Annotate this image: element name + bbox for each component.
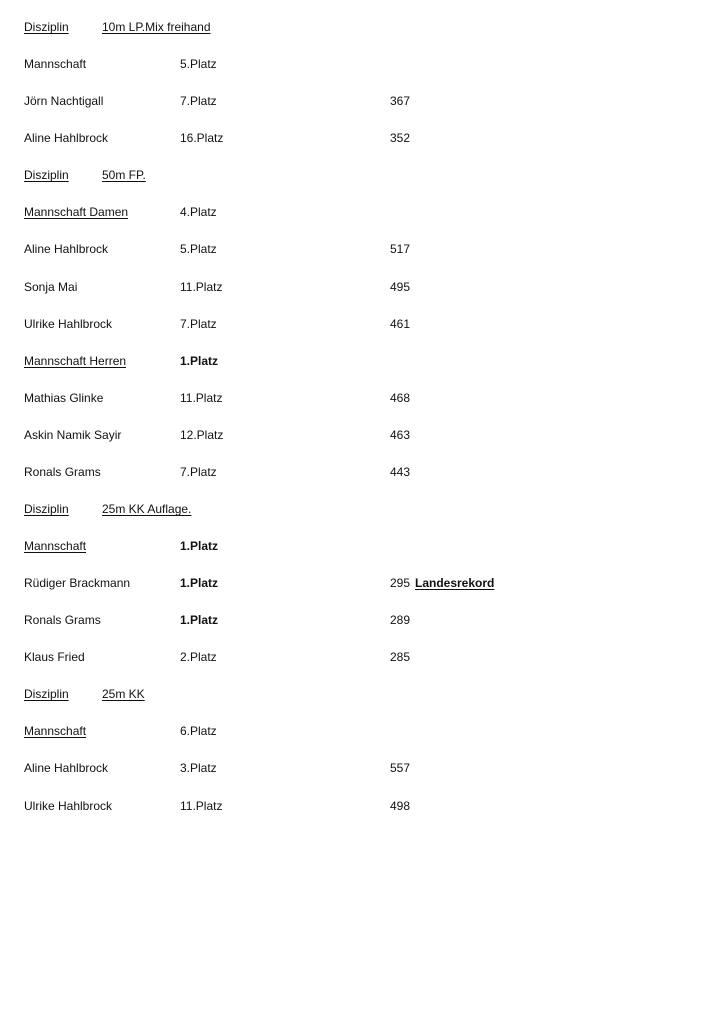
person-row (0, 462, 724, 482)
person-name: Mathias Glinke (24, 391, 104, 405)
person-score: 367 (390, 94, 411, 108)
person-score: 498 (390, 799, 411, 813)
person-row (0, 796, 724, 816)
person-row (0, 239, 724, 259)
person-score: 443 (390, 465, 411, 479)
discipline-row (0, 17, 724, 37)
discipline-label: Disziplin (24, 502, 69, 516)
person-name: Sonja Mai (24, 280, 78, 294)
team-name: Mannschaft (24, 724, 87, 738)
person-place: 11.Platz (180, 799, 223, 813)
discipline-row (0, 499, 724, 519)
person-place: 12.Platz (180, 428, 224, 442)
person-name: Ronals Grams (24, 613, 101, 627)
person-row (0, 573, 724, 593)
team-row (0, 536, 724, 556)
team-place: 6.Platz (180, 724, 217, 738)
person-name: Ulrike Hahlbrock (24, 317, 113, 331)
discipline-row (0, 165, 724, 185)
person-score: 461 (390, 317, 411, 331)
person-score: 352 (390, 131, 411, 145)
person-score: 517 (390, 242, 411, 256)
team-name: Mannschaft (24, 539, 87, 553)
person-place: 1.Platz (180, 613, 219, 627)
person-score: 557 (390, 761, 411, 775)
person-place: 1.Platz (180, 576, 219, 590)
person-place: 16.Platz (180, 131, 224, 145)
person-name: Jörn Nachtigall (24, 94, 104, 108)
discipline-value: 50m FP. (102, 168, 146, 182)
person-row (0, 91, 724, 111)
person-name: Askin Namik Sayir (24, 428, 122, 442)
discipline-value: 10m LP.Mix freihand (102, 20, 211, 34)
person-name: Ronals Grams (24, 465, 101, 479)
discipline-label: Disziplin (24, 168, 69, 182)
person-place: 7.Platz (180, 94, 217, 108)
person-row (0, 758, 724, 778)
person-score: 463 (390, 428, 411, 442)
discipline-label: Disziplin (24, 20, 69, 34)
person-name: Ulrike Hahlbrock (24, 799, 113, 813)
person-name: Aline Hahlbrock (24, 761, 109, 775)
discipline-row (0, 684, 724, 704)
team-place: 5.Platz (180, 57, 217, 71)
person-place: 3.Platz (180, 761, 217, 775)
team-place: 4.Platz (180, 205, 217, 219)
person-place: 11.Platz (180, 280, 223, 294)
person-score: 289 (390, 613, 411, 627)
team-row (0, 202, 724, 222)
person-place: 7.Platz (180, 317, 217, 331)
person-row (0, 277, 724, 297)
person-name: Klaus Fried (24, 650, 85, 664)
discipline-value: 25m KK (102, 687, 145, 701)
person-row (0, 128, 724, 148)
person-score: 468 (390, 391, 411, 405)
person-row (0, 425, 724, 445)
person-row (0, 610, 724, 630)
person-row (0, 388, 724, 408)
discipline-label: Disziplin (24, 687, 69, 701)
person-row (0, 314, 724, 334)
person-place: 2.Platz (180, 650, 217, 664)
person-score: 495 (390, 280, 411, 294)
team-name: Mannschaft (24, 57, 87, 71)
person-score: 285 (390, 650, 411, 664)
team-name: Mannschaft Damen (24, 205, 129, 219)
team-row (0, 54, 724, 74)
person-place: 7.Platz (180, 465, 217, 479)
person-name: Aline Hahlbrock (24, 131, 109, 145)
team-row (0, 351, 724, 371)
team-name: Mannschaft Herren (24, 354, 127, 368)
person-place: 11.Platz (180, 391, 223, 405)
person-name: Aline Hahlbrock (24, 242, 109, 256)
discipline-value: 25m KK Auflage. (102, 502, 192, 516)
person-row (0, 647, 724, 667)
record-note: Landesrekord (415, 576, 495, 590)
team-row (0, 721, 724, 741)
team-place: 1.Platz (180, 539, 219, 553)
team-place: 1.Platz (180, 354, 219, 368)
person-place: 5.Platz (180, 242, 217, 256)
person-score: 295 (390, 576, 411, 590)
person-name: Rüdiger Brackmann (24, 576, 131, 590)
